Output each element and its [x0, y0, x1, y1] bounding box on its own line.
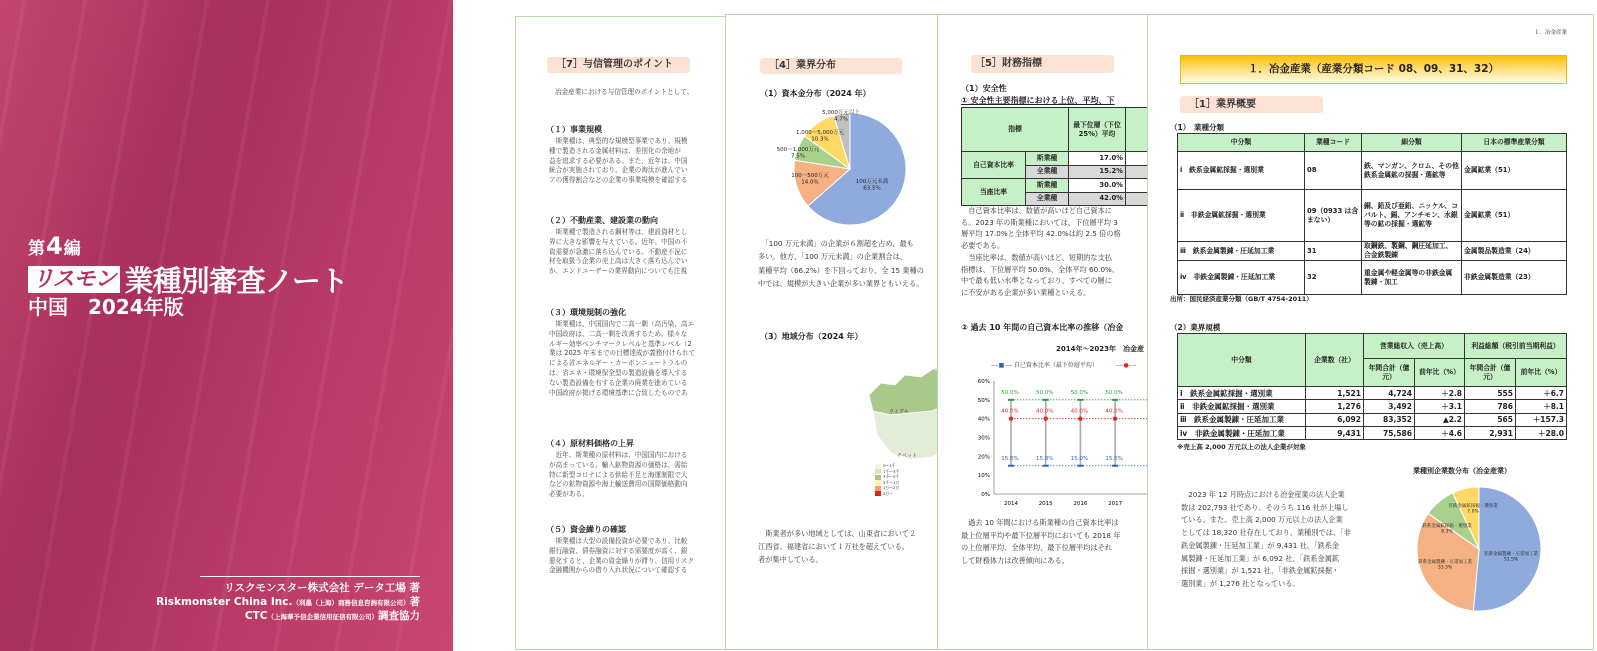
table-header-row [1178, 134, 1567, 152]
scale-note: ※売上高 2,000 万元以上の法人企業が対象 [1177, 443, 1306, 451]
credit-role: 著 [409, 595, 420, 608]
data-label: 50.0% [1070, 389, 1089, 396]
text-line: 数は 202,793 社であり、そのうち 116 社が上場し [1181, 502, 1349, 512]
brand-logo: リスモン [28, 266, 120, 293]
mid-category: ⅲ 鉄系金属製錬・圧延加工業 [1178, 242, 1305, 261]
value-cell: ＋6.7 [1516, 387, 1567, 400]
value-cell: ▲2.2 [1415, 413, 1465, 426]
value-cell: 555 [1465, 387, 1516, 400]
value-cell: 9,431 [1306, 426, 1364, 439]
value-cell: 83,352 [1364, 413, 1415, 426]
text-line: に不安がある企業が多い業種といえる。 [961, 287, 1091, 297]
text-line: 斯業種は、中国国内で二高一剰（高汚染、高エ [549, 320, 695, 328]
column-header: 業種コード [1305, 134, 1362, 152]
value-cell: 30.0% [1069, 179, 1126, 193]
edition-prefix: 第 [28, 239, 45, 259]
text-line: 中では、規模が大きい企業が多い業界ともいえる。 [758, 278, 924, 288]
y-tick-label: 10% [977, 473, 990, 480]
data-point [1008, 465, 1014, 467]
text-line: 界に大きな影響を与えている。近年、中国の不 [549, 237, 688, 246]
data-point [1113, 416, 1117, 420]
pie-label-name: 非鉄金属鉱採掘・選別業 [1448, 504, 1498, 509]
intro-text: 冶金産業における与信管理のポイントとして、 [555, 88, 694, 96]
safety-text [961, 205, 1121, 299]
data-point [1112, 465, 1118, 467]
value-cell: ＋28.0 [1516, 426, 1567, 439]
legend-swatch [875, 486, 881, 491]
text-line: 業は 2025 年末までの目標達成が義務付けられて [549, 349, 696, 358]
value-cell: 1,276 [1306, 400, 1364, 413]
text-line: 斯業種は、典型的な規模型事業であり、規模 [549, 137, 688, 145]
block-text [549, 537, 694, 576]
text-line: 種で製造される金属材料は、差別化の余地が [549, 146, 681, 155]
data-point [1009, 416, 1013, 420]
x-tick-label: 2017 [1108, 501, 1123, 507]
pie-label-value: 7.5% [791, 153, 805, 160]
pie-label-name: 鉄系金属製錬・圧延加工業 [1418, 560, 1472, 565]
header-annual: 年間合計（億元） [1364, 359, 1415, 387]
value-cell: 42.0% [1069, 192, 1126, 206]
map-legend [875, 463, 899, 496]
safety-heading: （1）安全性 [961, 84, 1007, 93]
pie-label-name: 非鉄金属製錬・圧延加工業 [1484, 552, 1538, 557]
table-row [1178, 426, 1567, 439]
text-line: 江西省、福建省において１万社を超えている。 [758, 542, 909, 551]
mid-category: ⅳ 非鉄金属製錬・圧延加工業 [1178, 261, 1305, 295]
source-note: 出所：国民経済産業分類（GB/T 4754-2011） [1170, 295, 1313, 303]
text-line: 最上位層平均や最下位層平均においても 2018 年 [961, 530, 1121, 540]
text-line: 中で最も低い水準となっており、すべての層に [961, 276, 1112, 286]
sub-category: 取鋼鉄、製鋼、鋼圧延加工、合金鉄製錬 [1362, 242, 1462, 261]
text-line: 統合が実施されており、企業の淘汰が進んでい [549, 166, 688, 175]
text-line: 採掘・選別業」が 1,521 社、「非鉄金属鉱採掘・ [1181, 566, 1340, 576]
text-line: 必要である。 [961, 241, 1005, 251]
value-cell: 786 [1465, 400, 1516, 413]
block-heading: （３）環境規制の強化 [546, 308, 626, 317]
classification-heading: （1） 業種分類 [1170, 123, 1224, 132]
text-line: 当座比率は、数値が高いほど、短期的な支払 [961, 252, 1112, 262]
text-line: 者が集中している。 [758, 555, 823, 564]
table-row [1178, 413, 1567, 426]
indicator-name: 当座比率 [962, 179, 1026, 206]
credit-main: CTC [244, 610, 268, 622]
industry-code: 31 [1305, 242, 1362, 261]
text-line: ない製造設備を有する企業の廃業を進めている [549, 378, 688, 387]
text-line: か、エンドユーザーの業界動向についても注視 [549, 267, 688, 276]
value-cell: ＋157.3 [1516, 413, 1567, 426]
region-text [758, 527, 916, 566]
company-distribution-pie-chart [1388, 475, 1578, 635]
edition-suffix: 編 [63, 239, 81, 259]
header-annual: 年間合計（億元） [1465, 359, 1516, 387]
text-line: 業種平均（66.2%）を下回っており、全 15 業種の [758, 265, 924, 275]
sub-category: 鉄、マンガン、クロム、その他鉄系金属鉱の採掘・選鉱等 [1362, 152, 1462, 190]
text-line: 必要がある。 [549, 490, 589, 499]
credit-line [156, 596, 420, 611]
trend-heading: ② 過去 10 年間の自己資本比率の推移（冶金 [961, 323, 1124, 332]
text-line: 「100 万元未満」の企業が６割超を占め、最も [758, 239, 914, 248]
pie-label-name: 5,000万元以上 [822, 110, 860, 116]
y-tick-label: 40% [977, 416, 990, 423]
header-profit: 利益総額（税引前当期利益） [1465, 334, 1567, 359]
value-cell: ＋4.6 [1415, 426, 1465, 439]
pie-label-value: 10.3% [811, 136, 829, 143]
data-label: 50.0% [1105, 389, 1123, 396]
text-line: としては 18,320 社存在しており、業種別では、「非 [1181, 528, 1351, 538]
credit-line [156, 610, 420, 625]
data-label: 50.0% [1001, 389, 1019, 396]
mid-category: ⅲ 鉄系金属製錬・圧延加工業 [1178, 413, 1306, 426]
block-heading: （２）不動産業、建設業の動向 [546, 216, 658, 225]
column-header: 細分類 [1362, 134, 1462, 152]
x-tick-label: 2016 [1073, 501, 1088, 507]
section-heading: ［4］業界分布 [760, 58, 902, 74]
block-heading: （１）事業規模 [546, 125, 602, 134]
block-text [549, 137, 687, 186]
industry-scale-table [1177, 333, 1567, 440]
section-heading: ［1］業界概要 [1180, 96, 1323, 113]
indicator-name: 自己資本比率 [962, 152, 1026, 179]
text-line: 多い。他方、「100 万元未満」の企業割合は、 [758, 252, 907, 262]
credit-small: （上海華予信企業信用征信有限公司） [267, 613, 378, 621]
block-heading: （５）資金繰りの確認 [546, 525, 626, 534]
pie-label-value: 33.3% [1437, 565, 1453, 571]
chart-legend [991, 360, 1136, 369]
pie-label-value: 4.7% [834, 116, 848, 123]
text-line: 中国政府が掲げる環境基準に合致したものであ [549, 388, 688, 397]
text-line: 材を取扱う企業の売上高は大きく落ち込んでい [549, 257, 688, 266]
data-label: 15.0% [1001, 455, 1019, 462]
value-cell: 4,724 [1364, 387, 1415, 400]
industry-code: 32 [1305, 261, 1362, 295]
scope-label: 斯業種 [1026, 152, 1069, 166]
text-line: による省エネルギー・カーボンニュートラルの [549, 359, 688, 368]
pie-label-value: 8.3% [1441, 529, 1453, 535]
y-tick-label: 20% [977, 454, 990, 461]
header-yoy: 前年比（%） [1516, 359, 1567, 387]
data-label: 15.0% [1070, 455, 1089, 462]
map-label: ウイグル [889, 409, 909, 415]
jsic-category: 非鉄金属製造業（23） [1462, 261, 1567, 295]
legend-swatch [875, 464, 881, 469]
pie-label-name: 100～500万元 [791, 173, 829, 179]
section-heading: ［7］与信管理のポイント [547, 57, 690, 73]
text-line: 属製錬・圧延加工業」が 6,092 社、「鉄系金属鉱 [1181, 553, 1340, 563]
industry-scale-table-body [1178, 387, 1567, 440]
pie-label-value: 51.5% [1503, 557, 1519, 563]
data-label: 40.0% [1070, 408, 1089, 415]
y-tick-label: 30% [977, 435, 990, 442]
capital-heading: （1）資本金分布（2024 年） [760, 89, 871, 98]
text-line: 選別業」が 1,276 社となっている。 [1181, 578, 1300, 588]
data-point [1077, 399, 1083, 401]
legend-marker-icon: ‒‒●‒‒ [1115, 362, 1137, 369]
region-heading: （3）地域分布（2024 年） [760, 332, 863, 341]
value-cell: ＋3.1 [1415, 400, 1465, 413]
table-row [1178, 190, 1567, 242]
text-line: 特に新型コロナによる供給不足と海運制限で大 [549, 470, 688, 479]
scale-heading: （2）業界規模 [1170, 323, 1221, 332]
mid-category: ⅳ 非鉄金属製錬・圧延加工業 [1178, 426, 1306, 439]
text-line: 資需要が急激に落ち込んでいる。不動産不況に [549, 247, 688, 256]
table-row [1178, 242, 1567, 261]
value-cell: 6,092 [1306, 413, 1364, 426]
data-point [1043, 399, 1049, 401]
legend-item [875, 491, 899, 497]
mid-category: ⅰ 鉄系金属鉱採掘・選別業 [1178, 387, 1306, 400]
text-line: などの鉱物資源や海上輸送費用の国際価格動向 [549, 480, 688, 489]
text-line: 悪化すると、企業の資金繰りが滞り、信用リスク [549, 556, 694, 565]
jsic-category: 金属鉱業（51） [1462, 152, 1567, 190]
section-heading: ［5］財務指標 [971, 55, 1114, 73]
data-point [1008, 399, 1014, 401]
legend-label: 1千～3千 [883, 468, 900, 474]
value-cell: 3,492 [1364, 400, 1415, 413]
text-line: 中国政府は、二高一剰を改善するため、様々な [549, 329, 688, 338]
block-heading: （４）原材料価格の上昇 [546, 439, 634, 448]
y-tick-label: 0% [981, 492, 990, 498]
header-revenue: 営業総収入（売上高） [1364, 334, 1465, 359]
value-cell: 565 [1465, 413, 1516, 426]
credit-role: 調査協力 [378, 610, 420, 622]
data-point [1078, 416, 1082, 420]
industry-code: 09（0933 は含まない） [1305, 190, 1362, 242]
legend-swatch [875, 491, 881, 496]
text-line: 過去 10 年間における斯業種の自己資本比率は [961, 518, 1119, 527]
table-row [1178, 387, 1567, 400]
data-point [1043, 465, 1049, 467]
scope-label: 斯業種 [1026, 179, 1069, 193]
running-head: １．冶金産業 [1533, 30, 1567, 36]
edition-number: 4 [46, 232, 63, 260]
value-cell: ＋2.8 [1415, 387, 1465, 400]
value-cell: 75,586 [1364, 426, 1415, 439]
y-tick-label: 60% [977, 379, 990, 385]
safety-subheading: ① 安全性主要指標における上位、平均、下 [961, 96, 1115, 105]
text-line: 層平均 17.0%と全体平均 42.0%は約 2.5 倍の格 [961, 229, 1121, 239]
text-line: 斯業種で製造される鋼材等は、建設資材とし [549, 228, 688, 236]
y-tick-label: 50% [977, 397, 990, 404]
data-label: 15.0% [1105, 455, 1123, 462]
pie-label-name: 500～1,000万元 [776, 147, 820, 153]
text-line: 益を追求する必要がある。また、近年は、中国 [549, 156, 688, 165]
mid-category: ⅱ 非鉄金属鉱採掘・選別業 [1178, 400, 1306, 413]
book-title: 業種別審査ノート [124, 263, 348, 298]
page-metallurgy-overview [1147, 14, 1594, 650]
cover-title [28, 263, 348, 298]
value-cell: ＋8.1 [1516, 400, 1567, 413]
pie-title: 業種別企業数分布（冶金産業） [1413, 467, 1511, 475]
text-line: の上位層平均、全体平均、最下位層平均はそれ [961, 543, 1112, 553]
legend-swatch [875, 475, 881, 480]
mid-category: ⅱ 非鉄金属鉱採掘・選別業 [1178, 190, 1305, 242]
pie-label-value: 63.5% [863, 185, 881, 192]
legend-label: 0～1千 [883, 463, 896, 468]
legend-label: 2万～ [883, 490, 894, 496]
industry-code: 08 [1305, 152, 1362, 190]
data-point [1112, 399, 1118, 401]
legend-label: 自己資本比率（最下位層平均） [1013, 362, 1098, 369]
table-row [1178, 400, 1567, 413]
jsic-category: 金属鉱業（51） [1462, 190, 1567, 242]
text-line: 金融機関からの借り入れ状況について確認する [549, 566, 688, 575]
text-line: 近年、斯業種の原材料は、中国国内における [549, 451, 688, 459]
sub-category: 銅、鉛及び亜鉛、ニッケル、コバルト、錫、アンチモン、水銀等の鉱の採掘・選鉱等 [1362, 190, 1462, 242]
pie-label-value: 14.0% [801, 179, 819, 186]
header-companies: 企業数（社） [1306, 334, 1364, 387]
text-line: 指標は、下位層平均 50.0%、全体平均 60.0%、 [961, 264, 1120, 274]
text-line: 自己資本比率は、数値が高いほど自己資本に [961, 206, 1112, 215]
value-cell: 17.0% [1069, 152, 1126, 166]
header-indicator: 指標 [962, 108, 1069, 152]
block-text [549, 228, 687, 277]
pie-label-name: 100万元未満 [855, 179, 889, 185]
data-label: 40.0% [1105, 408, 1123, 415]
mid-category: ⅰ 鉄系金属鉱採掘・選別業 [1178, 152, 1305, 190]
data-label: 40.0% [1035, 408, 1054, 415]
column-header: 中分類 [1178, 134, 1305, 152]
sub-category: 重金属や軽金属等の非鉄金属製錬・加工 [1362, 261, 1462, 295]
text-line: が高まっている。輸入鉱物資源の価格は、需給 [549, 460, 688, 469]
legend-label: 3千～5千 [883, 474, 900, 479]
pie-label-value: 7.0% [1467, 509, 1479, 515]
pie-label-name: 1,000～5,000万元 [796, 130, 844, 136]
text-line: ルギー効率ベンチマークレベルと基準レベル（2 [549, 339, 692, 348]
classification-table [1177, 133, 1567, 295]
column-header: 日本の標準産業分類 [1462, 134, 1567, 152]
text-line: 斯業種は大型の設備投資が必要であり、比較 [549, 537, 688, 545]
value-cell: 15.2% [1069, 165, 1126, 179]
text-line: して財務体力は改善傾向にある。 [961, 556, 1069, 566]
legend-marker-icon: ‒‒■‒‒ [991, 362, 1014, 369]
credit-small: （利墨（上海）商務信息咨詢有限公司） [292, 598, 410, 607]
block-text [549, 451, 687, 500]
scope-label: 全業種 [1026, 165, 1069, 179]
legend-label: 5千～1万 [883, 479, 900, 485]
overview-text [1181, 489, 1351, 591]
data-label: 40.0% [1001, 408, 1019, 415]
text-line: 銀行融資、債券融資に対する需要度が高く、銀 [549, 546, 688, 555]
scope-label: 全業種 [1026, 192, 1069, 206]
text-line: る。2023 年の斯業種においては、下位層平均 3 [961, 217, 1118, 227]
data-point [1077, 465, 1083, 467]
header-yoy: 前年比（%） [1415, 359, 1465, 387]
value-cell: 2,931 [1465, 426, 1516, 439]
text-line: 2023 年 12 月時点における冶金産業の法人企業 [1181, 490, 1345, 499]
legend-label: 1万～2万 [883, 485, 900, 490]
credit-line: リスクモンスター株式会社 データ工場 著 [224, 582, 420, 594]
book-cover [0, 0, 453, 651]
text-line: は、省エネ・環境保全型の製造設備を導入する [549, 368, 688, 377]
capital-text [758, 237, 924, 290]
divider [200, 576, 420, 577]
jsic-category: 金属製品製造業（24） [1462, 242, 1567, 261]
credit-main: Riskmonster China Inc. [156, 595, 293, 608]
book-subtitle: 中国 2024年版 [28, 295, 184, 319]
value-cell: 1,521 [1306, 387, 1364, 400]
text-line: ている。また、売上高 2,000 万元以上の法人企業 [1181, 515, 1343, 525]
edition-label [28, 234, 81, 261]
credits [156, 582, 420, 625]
x-tick-label: 2014 [1004, 501, 1018, 507]
classification-table-body [1178, 152, 1567, 295]
trend-text [961, 517, 1120, 568]
header-lowest: 最下位層（下位 25%）平均 [1069, 108, 1126, 152]
header-mid-category: 中分類 [1178, 334, 1306, 387]
text-line: 鉄金属製錬・圧延加工業」が 9,431 社、「鉄系金 [1181, 540, 1340, 550]
text-line: アの獲得割合などの企業の事業規模を確認する [549, 176, 688, 185]
chart-title: 2014年～2023年 冶金産 [1056, 345, 1144, 353]
map-label: チベット [897, 453, 918, 459]
table-row [1178, 261, 1567, 295]
data-label: 50.0% [1035, 389, 1054, 396]
x-tick-label: 2015 [1038, 501, 1053, 507]
block-text [549, 320, 695, 398]
chapter-title: １．冶金産業（産業分類コード 08、09、31、32） [1180, 55, 1567, 84]
table-row [1178, 152, 1567, 190]
data-point [1044, 416, 1048, 420]
data-label: 15.0% [1035, 455, 1054, 462]
text-line: 斯業者が多い地域としては、山東省において２ [758, 529, 917, 538]
pie-label-name: 鉄系金属鉱採掘・選別業 [1422, 524, 1472, 529]
